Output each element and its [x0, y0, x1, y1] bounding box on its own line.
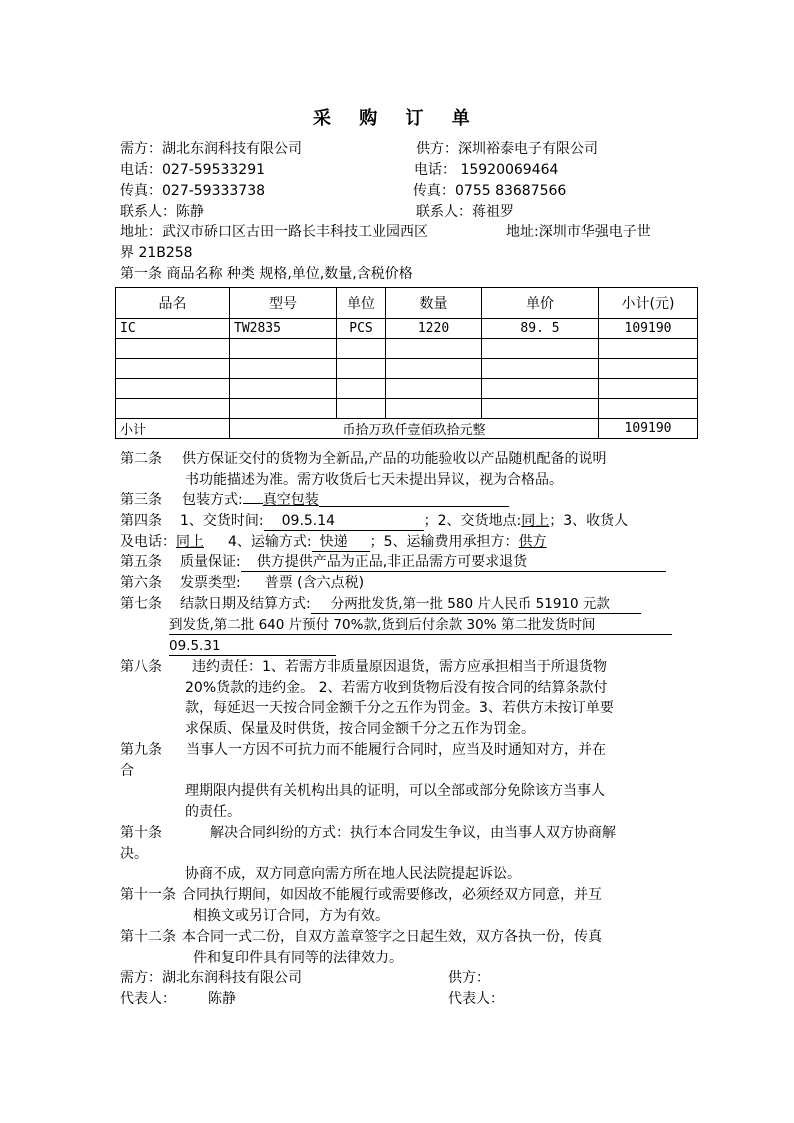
footer-buyer-rep-label: 代表人：: [120, 991, 176, 1007]
cell-unit: PCS: [337, 319, 386, 339]
clause-4-transport: 快递: [312, 533, 370, 552]
cell-product-name: [116, 399, 230, 419]
clause-7-cont: [169, 615, 672, 635]
cell-subtotal: [599, 399, 698, 419]
clause-4-receiver-label: ；3、收货人: [549, 513, 629, 529]
clause-4-transport-label: 4、运输方式:: [228, 534, 312, 550]
footer-buyer: 需方：湖北东润科技有限公司: [120, 970, 302, 986]
clause-4-delivery-time: 09.5.14: [264, 512, 424, 531]
clause-7-value-line3: 09.5.31: [169, 637, 336, 656]
cell-quantity: 1220: [386, 319, 482, 339]
col-header-model: 型号: [230, 288, 337, 319]
cell-subtotal: [599, 339, 698, 359]
cell-unit-price: [482, 339, 599, 359]
clause-8: [120, 657, 607, 677]
cell-model: [230, 339, 337, 359]
clause-5-value: 供方提供产品为正品,非正品需方可要求退货: [241, 553, 666, 572]
clause-9-label: 第九条: [120, 742, 162, 758]
total-amount-value: 109190: [599, 419, 698, 439]
table-row: [116, 339, 698, 359]
order-items-table: [115, 287, 698, 439]
clause-11-text: 合同执行期间，如因故不能履行或需要修改，必须经双方同意，并互: [182, 887, 602, 903]
clause-12-label: 第十二条: [120, 929, 176, 945]
cell-quantity: [386, 339, 482, 359]
clause-9: [120, 740, 606, 760]
footer-supplier: 供方：: [448, 970, 490, 986]
clause-7-cont2: [169, 636, 336, 656]
supplier-name: 供方：深圳裕泰电子有限公司: [416, 141, 598, 157]
cell-product-name: [116, 359, 230, 379]
buyer-name: 需方：湖北东润科技有限公司: [120, 141, 302, 157]
clause-4-delivery-place: 同上: [521, 513, 550, 529]
clause-9-line2: 合: [120, 763, 134, 779]
cell-subtotal: [599, 379, 698, 399]
clause-4-delivery-place-label: ；2、交货地点:: [423, 513, 522, 529]
clause-7: [120, 594, 641, 614]
clause-2-label: 第二条: [120, 451, 162, 467]
page-title: 采 购 订 单: [313, 108, 481, 129]
supplier-contact: 联系人：蒋祖罗: [416, 204, 514, 220]
cell-unit: [337, 399, 386, 419]
clause-6-label: 第六条: [120, 575, 162, 591]
cell-subtotal: 109190: [599, 319, 698, 339]
clause-8-line2: 20%货款的违约金。 2、若需方收到货物后没有按合同的结算条款付: [185, 680, 608, 696]
total-amount-words: 币拾万玖仟壹佰玖拾元整: [230, 419, 599, 439]
clause-2-cont: 书功能描述为准。需方收货后七天未提出异议，视为合格品。: [185, 472, 563, 488]
cell-model: [230, 379, 337, 399]
buyer-address: 地址：武汉市硚口区古田一路长丰科技工业园西区: [120, 224, 428, 240]
col-header-unit: 单位: [337, 288, 386, 319]
col-header-unit-price: 单价: [482, 288, 599, 319]
clause-4: [120, 511, 628, 531]
cell-unit-price: [482, 379, 599, 399]
clause-12-line2: 件和复印件具有同等的法律效力。: [193, 950, 403, 966]
clause-12-text: 本合同一式二份，自双方盖章签字之日起生效，双方各执一份，传真: [182, 929, 602, 945]
cell-unit: [337, 359, 386, 379]
clause-8-line4: 求保质、保量及时供货，按合同金额千分之五作为罚金。: [185, 721, 535, 737]
cell-product-name: IC: [116, 319, 230, 339]
cell-product-name: [116, 339, 230, 359]
cell-unit: [337, 379, 386, 399]
clause-2: [120, 449, 606, 469]
clause-7-value-line1: 分两批发货,第一批 580 片人民币 51910 元款: [311, 595, 641, 614]
clause-11: [120, 885, 602, 905]
clause-10-label: 第十条: [120, 825, 162, 841]
cell-unit-price: [482, 359, 599, 379]
table-row: [116, 359, 698, 379]
clause-4-freight-label: ；5、运输费用承担方：: [369, 534, 519, 550]
clause-10-line3: 协商不成，双方同意向需方所在地人民法院提起诉讼。: [185, 866, 521, 882]
supplier-address-line1: 地址:深圳市华强电子世: [506, 224, 651, 240]
clause-4-cont: [120, 532, 547, 552]
buyer-contact: 联系人：陈静: [120, 204, 204, 220]
clause-5: [120, 552, 666, 572]
footer-supplier-rep-label: 代表人：: [448, 991, 504, 1007]
cell-unit-price: [482, 399, 599, 419]
cell-unit-price: 89. 5: [482, 319, 599, 339]
article-1-title: 第一条 商品名称 种类 规格,单位,数量,含税价格: [120, 266, 413, 282]
col-header-quantity: 数量: [386, 288, 482, 319]
clause-7-text: 结款日期及结算方式:: [180, 596, 311, 612]
clause-9-text: 当事人一方因不可抗力而不能履行合同时，应当及时通知对方，并在: [186, 742, 606, 758]
cell-subtotal: [599, 359, 698, 379]
cell-model: [230, 399, 337, 419]
clause-5-text: 质量保证:: [180, 554, 241, 570]
buyer-fax: 传真：027-59333738: [120, 183, 266, 199]
clause-4-phone-label: 及电话：: [120, 534, 176, 550]
clause-9-line4: 的责任。: [185, 804, 241, 820]
supplier-fax: 传真：0755 83687566: [413, 183, 567, 199]
clause-5-label: 第五条: [120, 554, 162, 570]
clause-8-line3: 款，每延迟一天按合同金额千分之五作为罚金。3、若供方未按订单要: [185, 700, 614, 716]
clause-4-freight-payer: 供方: [518, 534, 547, 550]
clause-7-label: 第七条: [120, 596, 162, 612]
table-total-row: [116, 419, 698, 439]
clause-7-value-line2: 到发货,第二批 640 片预付 70%款,货到后付余款 30% 第二批发货时间: [169, 616, 672, 635]
cell-model: TW2835: [230, 319, 337, 339]
clause-11-line2: 相换文或另订合同，方为有效。: [193, 908, 389, 924]
supplier-phone: 电话： 15920069464: [414, 162, 559, 178]
cell-unit: [337, 339, 386, 359]
clause-8-label: 第八条: [120, 659, 162, 675]
table-header-row: [116, 288, 698, 319]
table-row: [116, 399, 698, 419]
clause-12: [120, 927, 602, 947]
clause-4-delivery-time-label: 1、交货时间:: [180, 513, 264, 529]
clause-4-label: 第四条: [120, 513, 162, 529]
cell-quantity: [386, 379, 482, 399]
col-header-product-name: 品名: [116, 288, 230, 319]
supplier-address-line2: 界 21B258: [120, 245, 193, 261]
clause-8-text: 违约责任：1、若需方非质量原因退货，需方应承担相当于所退货物: [192, 659, 607, 675]
clause-3-value: 真空包装: [262, 492, 319, 508]
clause-10: [120, 823, 616, 843]
clause-3-text: 包装方式:: [182, 492, 243, 508]
clause-6: [120, 573, 364, 593]
table-row: [116, 379, 698, 399]
cell-quantity: [386, 399, 482, 419]
clause-6-value: 普票 (含六点税): [264, 575, 365, 591]
footer-buyer-rep: 陈静: [208, 991, 236, 1007]
col-header-subtotal: 小计(元): [599, 288, 698, 319]
clause-3-label: 第三条: [120, 492, 162, 508]
clause-2-text: 供方保证交付的货物为全新品,产品的功能验收以产品随机配备的说明: [182, 451, 607, 467]
clause-10-line2: 决。: [120, 846, 148, 862]
total-label: 小计: [116, 419, 230, 439]
cell-product-name: [116, 379, 230, 399]
cell-quantity: [386, 359, 482, 379]
clause-3: [120, 490, 680, 510]
table-row: [116, 319, 698, 339]
clause-10-text: 解决合同纠纷的方式：执行本合同发生争议，由当事人双方协商解: [210, 825, 616, 841]
cell-model: [230, 359, 337, 379]
clause-4-receiver: 同上: [176, 534, 204, 550]
clause-6-text: 发票类型:: [180, 575, 241, 591]
buyer-phone: 电话：027-59533291: [120, 162, 266, 178]
clause-9-line3: 理期限内提供有关机构出具的证明，可以全部或部分免除该方当事人: [185, 783, 605, 799]
clause-11-label: 第十一条: [120, 887, 176, 903]
